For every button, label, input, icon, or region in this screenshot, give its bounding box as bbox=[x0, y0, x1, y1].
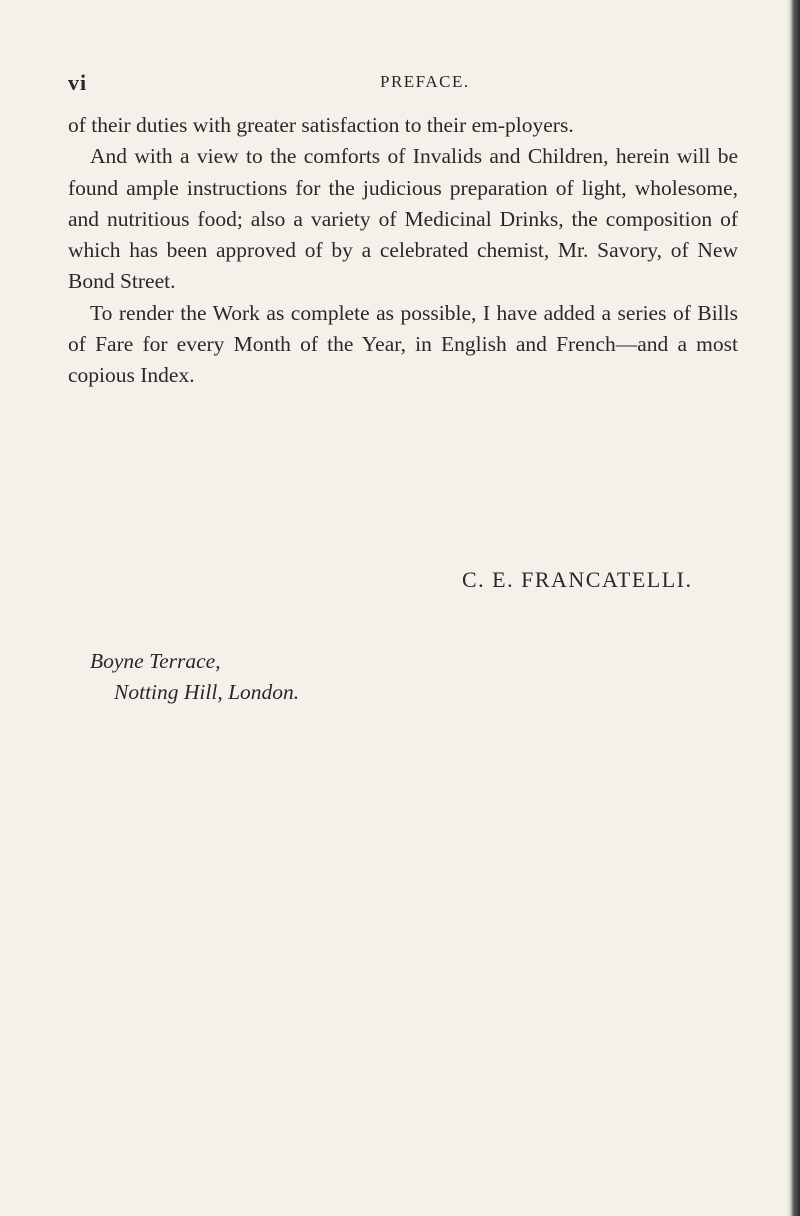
address-line-1: Boyne Terrace, bbox=[90, 649, 221, 673]
paragraph-3: To render the Work as complete as possible, I have added a series of Bills of Fare for every Month of the Year, in English and French—and a most copious Index. bbox=[68, 300, 738, 388]
paragraph-2: And with a view to the comforts of Invalids and Children, herein will be found ample instructions for the judicious preparation of light, wholesome, and nutritious food; also a variety of Medicinal Drinks, the composition of which has been approved of by a celebrated chemist, Mr. Savory, of New Bond Street. bbox=[68, 144, 738, 294]
author-signature: C. E. FRANCATELLI. bbox=[462, 567, 693, 592]
paragraph-1: of their duties with greater satisfaction to their em-ployers. bbox=[68, 113, 574, 137]
page-edge-shadow bbox=[786, 0, 800, 1216]
running-head: PREFACE. bbox=[380, 72, 470, 91]
author-address bbox=[90, 646, 299, 708]
address-line-2: Notting Hill, London. bbox=[114, 680, 300, 704]
page-header bbox=[68, 70, 728, 100]
page-number: vi bbox=[68, 70, 88, 95]
preface-text bbox=[68, 110, 738, 392]
